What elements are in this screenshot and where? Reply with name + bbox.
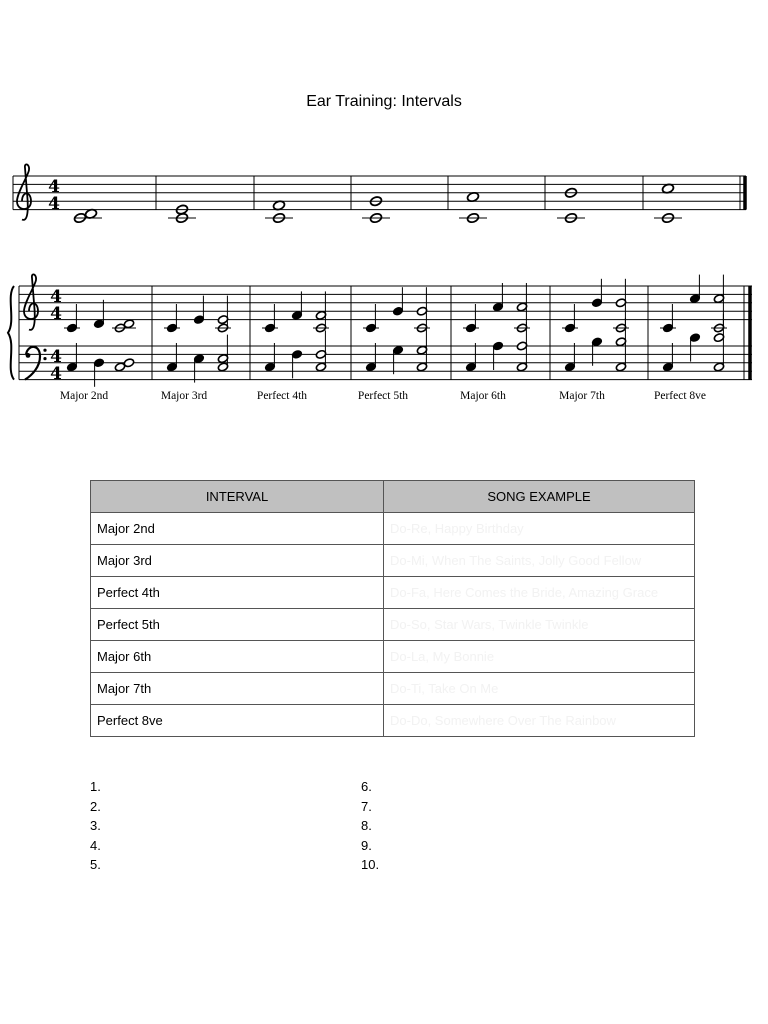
time-signature-top: 4 (50, 347, 62, 367)
treble-clef-icon (24, 274, 38, 330)
table-row (91, 545, 695, 577)
header-interval: INTERVAL (91, 481, 384, 513)
page-title: Ear Training: Intervals (306, 93, 462, 110)
treble-clef-icon (17, 164, 31, 220)
grand-staff (8, 274, 752, 402)
answer-number: 5. (90, 857, 101, 872)
table-row (91, 513, 695, 545)
answer-number: 8. (361, 818, 372, 833)
interval-label: Major 2nd (59, 390, 109, 402)
header-song-example: SONG EXAMPLE (384, 481, 695, 513)
interval-label: Perfect 4th (256, 390, 308, 402)
song-example-cell: Do-Fa, Here Comes the Bride, Amazing Grace (384, 577, 695, 609)
table-row (91, 641, 695, 673)
answer-list-left (90, 777, 101, 875)
song-example-cell: Do-Ti, Take On Me (384, 673, 695, 705)
bass-clef-dot (26, 353, 31, 358)
interval-cell: Major 3rd (91, 545, 384, 577)
interval-table (90, 480, 695, 737)
time-signature-bottom: 4 (48, 194, 60, 214)
table-row (91, 577, 695, 609)
interval-cell: Major 2nd (91, 513, 384, 545)
song-example-cell: Do-Re, Happy Birthday (384, 513, 695, 545)
answer-number: 2. (90, 798, 101, 814)
song-example-cell: Do-Mi, When The Saints, Jolly Good Fellow (384, 545, 695, 577)
answer-number: 10. (361, 857, 380, 872)
time-signature-top: 4 (50, 287, 62, 307)
interval-label: Perfect 5th (357, 390, 409, 402)
answer-number: 9. (361, 837, 372, 853)
treble-staff-top (13, 164, 746, 223)
table-row (91, 705, 695, 737)
interval-cell: Major 7th (91, 673, 384, 705)
time-signature-top: 4 (48, 177, 60, 197)
table-row (91, 609, 695, 641)
interval-cell: Perfect 5th (91, 609, 384, 641)
bass-clef-dot (43, 357, 46, 360)
interval-label: Major 3rd (160, 390, 208, 402)
interval-label: Major 7th (559, 390, 605, 402)
answer-number: 1. (90, 779, 101, 794)
answer-number: 7. (361, 798, 372, 814)
bass-clef-dot (43, 349, 46, 352)
answer-number: 4. (90, 837, 101, 853)
interval-cell: Perfect 8ve (91, 705, 384, 737)
half-note-head (123, 319, 134, 329)
interval-label: Perfect 8ve (653, 390, 707, 402)
song-example-cell: Do-La, My Bonnie (384, 641, 695, 673)
answer-list-right (361, 777, 379, 875)
interval-cell: Perfect 4th (91, 577, 384, 609)
answer-number: 6. (361, 779, 372, 794)
table-header-row (91, 481, 695, 513)
half-note-head (123, 358, 134, 368)
song-example-cell: Do-So, Star Wars, Twinkle Twinkle (384, 609, 695, 641)
table-row (91, 673, 695, 705)
song-example-cell: Do-Do, Somewhere Over The Rainbow (384, 705, 695, 737)
answer-number: 3. (90, 818, 101, 833)
time-signature-bottom: 4 (50, 364, 62, 384)
time-signature-bottom: 4 (50, 304, 62, 324)
brace-icon (8, 286, 14, 380)
interval-cell: Major 6th (91, 641, 384, 673)
music-score (0, 0, 768, 420)
interval-label: Major 6th (460, 390, 506, 402)
